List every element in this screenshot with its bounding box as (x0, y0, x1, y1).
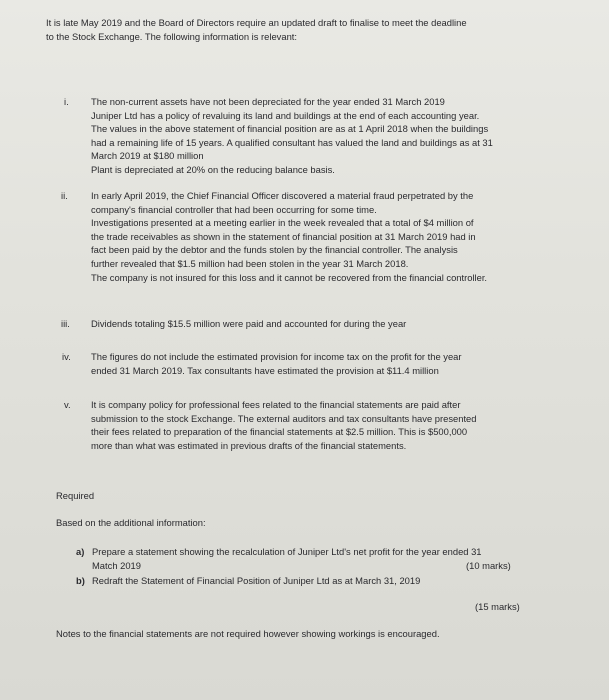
item-line: more than what was estimated in previous drafts of the financial statements. (91, 439, 407, 451)
item-number: i. (64, 96, 69, 107)
notes-text: Notes to the financial statements are not required however showing workings is encouraged. (56, 628, 440, 639)
intro-line: It is late May 2019 and the Board of Directors require an updated draft to finalise to meet the deadline (46, 17, 467, 28)
question-a-label: a) (76, 546, 85, 557)
item-line: had a remaining life of 15 years. A qualified consultant has valued the land and buildings as at 31 (91, 136, 493, 148)
item-text (91, 398, 476, 452)
item-line: ended 31 March 2019. Tax consultants have estimated the provision at $11.4 million (91, 364, 439, 376)
item-line: Plant is depreciated at 20% on the reducing balance basis. (91, 163, 335, 175)
item-line: submission to the stock Exchange. The external auditors and tax consultants have presented (91, 412, 477, 424)
item-number: ii. (61, 190, 68, 201)
item-number: iv. (62, 351, 71, 362)
item-line: Dividends totaling $15.5 million were paid and accounted for during the year (91, 318, 407, 329)
item-line: The non-current assets have not been depreciated for the year ended 31 March 2019 (91, 96, 445, 107)
item-line: Investigations presented at a meeting earlier in the week revealed that a total of $4 million of (91, 217, 474, 229)
item-text (91, 189, 487, 284)
question-a-line: Match 2019 (92, 559, 141, 571)
question-a-line: Prepare a statement showing the recalculation of Juniper Ltd's net profit for the year ended 31 (92, 546, 482, 557)
question-a-marks: (10 marks) (466, 560, 511, 571)
item-line: their fees related to preparation of the financial statements at $2.5 million. This is $500,000 (91, 426, 468, 438)
item-line: It is company policy for professional fees related to the financial statements are paid after (91, 399, 461, 410)
item-line: the trade receivables as shown in the statement of financial position at 31 March 2019 had in (91, 230, 476, 242)
question-b-marks: (15 marks) (475, 601, 520, 612)
intro-paragraph (46, 16, 467, 43)
question-b-text: Redraft the Statement of Financial Position of Juniper Ltd as at March 31, 2019 (92, 575, 421, 586)
item-line: company's financial controller that had been occurring for some time. (91, 203, 377, 215)
item-line: The figures do not include the estimated provision for income tax on the profit for the year (91, 351, 462, 362)
item-number: iii. (61, 318, 70, 329)
based-on-text: Based on the additional information: (56, 517, 206, 528)
item-line: In early April 2019, the Chief Financial Officer discovered a material fraud perpetrated by the (91, 190, 474, 201)
item-text (91, 95, 493, 177)
required-heading: Required (56, 490, 95, 501)
item-number: v. (64, 399, 71, 410)
question-a-text (92, 545, 482, 572)
item-line: March 2019 at $180 million (91, 150, 204, 162)
item-text (91, 350, 462, 377)
item-line: Juniper Ltd has a policy of revaluing its land and buildings at the end of each accounting year. (91, 109, 480, 121)
item-line: The values in the above statement of financial position are as at 1 April 2018 when the buildings (91, 123, 489, 135)
item-text (91, 317, 406, 331)
item-line: fact been paid by the debtor and the funds stolen by the financial controller. The analysis (91, 244, 458, 256)
question-b-label: b) (76, 575, 85, 586)
item-line: further revealed that $1.5 million had been stolen in the year 31 March 2018. (91, 257, 409, 269)
intro-line: to the Stock Exchange. The following information is relevant: (46, 30, 298, 42)
item-line: The company is not insured for this loss and it cannot be recovered from the financial controller. (91, 271, 488, 283)
